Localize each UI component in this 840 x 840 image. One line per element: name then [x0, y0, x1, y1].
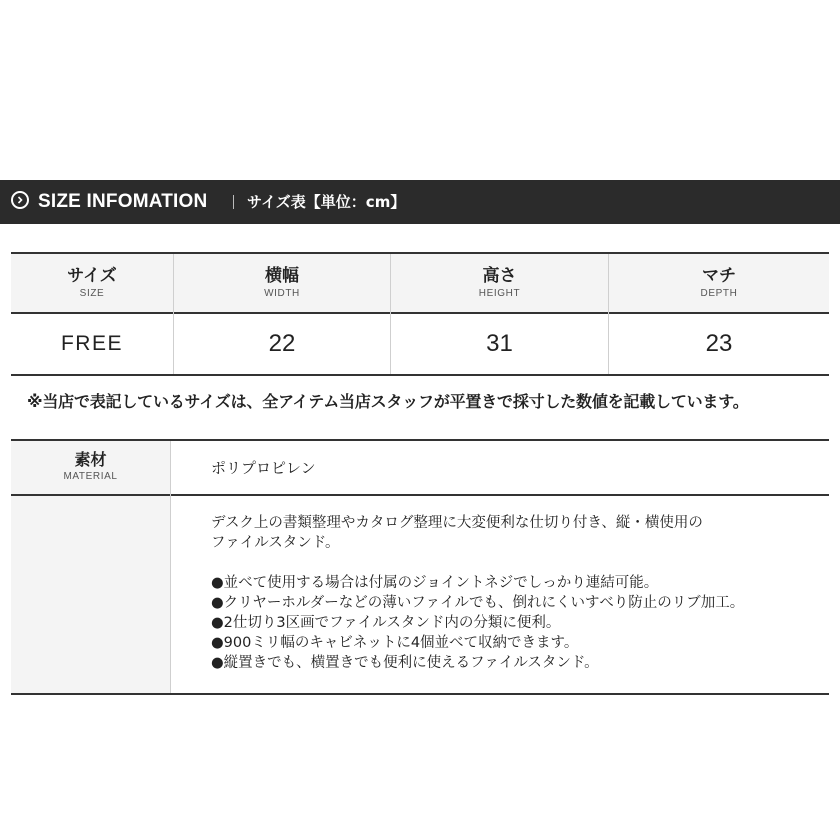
header-cell-height	[391, 254, 608, 312]
material-label-en: MATERIAL	[63, 471, 118, 482]
feature-bullet: ●縦置きでも、横置きでも便利に使えるファイルスタンド。	[211, 655, 599, 671]
paragraph-gap	[211, 553, 744, 573]
header-label-jp: 横幅	[265, 266, 299, 286]
value-cell-size: FREE	[60, 332, 123, 355]
section-title: SIZE INFOMATION	[38, 191, 208, 212]
table-rule	[11, 693, 829, 695]
material-table	[11, 439, 829, 695]
header-label-jp: サイズ	[67, 266, 117, 286]
header-label-jp: 高さ	[482, 266, 517, 286]
description-line: ファイルスタンド。	[211, 535, 340, 551]
material-label-jp: 素材	[74, 450, 107, 469]
material-value: ポリプロピレン	[211, 459, 316, 477]
header-label-en: SIZE	[79, 288, 105, 299]
header-cell-size	[11, 254, 173, 312]
table-rule	[11, 439, 829, 441]
column-divider	[170, 441, 171, 693]
measurement-note: ※当店で表記しているサイズは、全アイテム当店スタッフが平置きで採寸した数値を記載しています。	[27, 392, 749, 411]
chevron-right-circle-icon	[11, 191, 29, 209]
value-cell-depth: 23	[705, 330, 733, 357]
description-label-bg	[11, 496, 170, 693]
section-header	[0, 180, 840, 224]
value-cell-height: 31	[486, 330, 513, 357]
header-divider	[233, 195, 234, 209]
feature-bullet: ●クリヤーホルダーなどの薄いファイルでも、倒れにくいすべり防止のリブ加工。	[211, 595, 745, 611]
table-rule	[11, 494, 829, 496]
feature-bullet: ●2仕切り3区画でファイルスタンド内の分類に便利。	[211, 615, 561, 631]
header-label-jp: マチ	[702, 266, 736, 286]
product-description	[211, 513, 744, 673]
feature-bullet: ●900ミリ幅のキャビネットに4個並べて収納できます。	[211, 635, 579, 651]
header-label-en: DEPTH	[700, 288, 738, 299]
header-cell-depth	[609, 254, 829, 312]
material-label	[11, 451, 170, 482]
header-label-en: WIDTH	[264, 288, 300, 299]
section-subtitle: サイズ表【単位：cm】	[247, 193, 406, 211]
header-cell-width	[174, 254, 390, 312]
feature-bullet: ●並べて使用する場合は付属のジョイントネジでしっかり連結可能。	[211, 575, 659, 591]
value-cell-width: 22	[268, 330, 296, 357]
table-rule	[11, 374, 829, 376]
header-label-en: HEIGHT	[478, 288, 521, 299]
description-line: デスク上の書類整理やカタログ整理に大変便利な仕切り付き、縦・横使用の	[211, 515, 703, 531]
